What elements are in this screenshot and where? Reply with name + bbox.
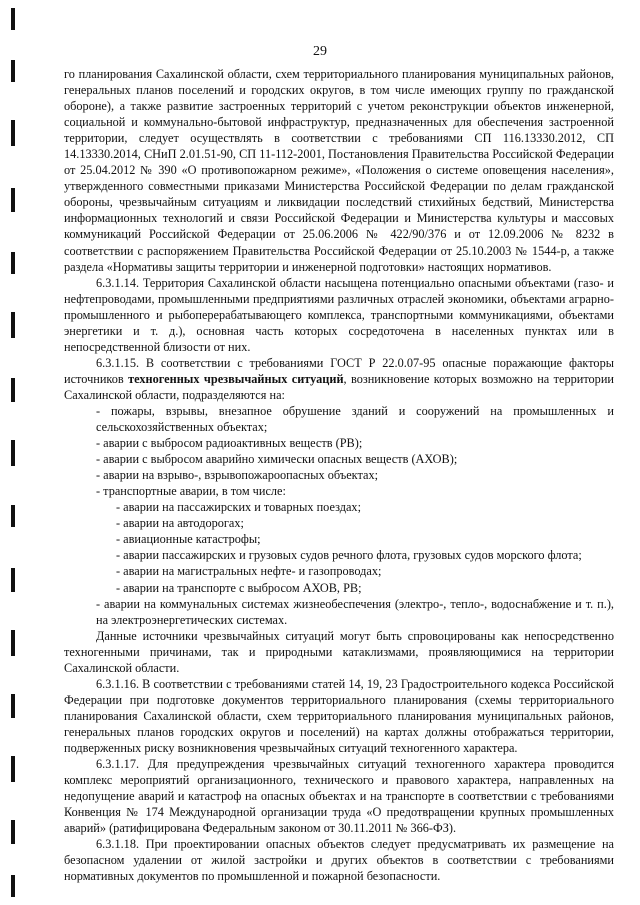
sub-list-item: - аварии пассажирских и грузовых судов речного флота, грузовых судов морского флота; [116,548,582,563]
binding-mark [11,875,15,897]
binding-mark [11,820,15,844]
binding-mark [11,694,15,718]
list-item: - аварии на взрыво-, взрывопожароопасных объектах; [96,468,379,483]
paragraph-6-3-1-18: 6.3.1.18. При проектировании опасных объектов следует предусматривать их размещение на безопасном удалении от жилой застройки и других объектов в соответствии с требованиями нормативных документов по промышленной и пожарной безопасности. [64,837,614,884]
paragraph-6-3-1-16: 6.3.1.16. В соответствии с требованиями статей 14, 19, 23 Градостроительного кодекса Российской Федерации при подготовке документов территориального планирования (схемы территориального планирования Сахалинской области, схем территориального планирования муниципальных районов, генеральных планов городских округов и поселений) на картах должны отображаться территории, подверженных риску возникновения чрезвычайных ситуаций техногенного характера. [64,676,614,755]
list-item: - аварии с выбросом аварийно химически опасных веществ (АХОВ); [96,452,458,467]
sub-list-item: - авиационные катастрофы; [116,532,261,547]
list-item: - аварии на коммунальных системах жизнеобеспечения (электро-, тепло-, водоснабжение и т. п.), на электроэнергетических системах. [96,596,614,627]
list-item: - аварии с выбросом радиоактивных веществ (РВ); [96,436,363,451]
binding-mark [11,120,15,146]
binding-mark [11,440,15,466]
paragraph: Данные источники чрезвычайных ситуаций могут быть спровоцированы как непосредственно техногенными причинами, так и природными катаклизмами, проявляющимися на территории Сахалинской области. [64,628,614,675]
paragraph-6-3-1-14: 6.3.1.14. Территория Сахалинской области насыщена потенциально опасными объектами (газо- и нефтепроводами, промышленными предприятиями различных отраслей экономики, объектами аграрно-промышленного и рыбоперерабатывающего комплекса, транспортными коммуникациями, объектами энергетики и т. д.), основная часть которых сосредоточена в населенных пунктах или в непосредственной близости от них. [64,275,614,354]
binding-mark [11,756,15,782]
paragraph-6-3-1-15 [64,355,614,403]
binding-mark [11,568,15,592]
paragraph-6-3-1-17: 6.3.1.17. Для предупреждения чрезвычайных ситуаций техногенного характера проводится комплекс мероприятий организационного, технического и правового характера, направленных на недопущение аварий и катастроф на опасных объектах и на транспорте в соответствии с требованиями Конвенция № 174 Международной организации труда «О предотвращении крупных промышленных аварий» (ратифицирована Федеральным законом от 30.11.2011 № 366-ФЗ). [64,757,614,836]
page-number: 29 [313,44,327,59]
bold-term: техногенных чрезвычайных ситуаций [128,371,344,386]
binding-mark [11,188,15,212]
sub-list-item: - аварии на пассажирских и товарных поездах; [116,500,361,515]
list-item: - пожары, взрывы, внезапное обрушение зданий и сооружений на промышленных и сельскохозяйственных объектах; [96,403,614,435]
binding-mark [11,505,15,527]
sub-list-item: - аварии на магистральных нефте- и газопроводах; [116,564,382,579]
binding-mark [11,252,15,274]
binding-mark [11,378,15,402]
paragraph-text: 6.3.1.15. В соответствии с требованиями ГОСТ Р 22.0.07-95 опасные поражающие факторы источников [64,355,614,386]
binding-mark [11,312,15,338]
document-body [64,66,614,884]
binding-mark [11,630,15,656]
paragraph-text: , возникновение которых возможно на территории Сахалинской области, подразделяются на: [64,371,614,402]
binding-mark [11,8,15,30]
sub-list-item: - аварии на транспорте с выбросом АХОВ, РВ; [116,580,362,595]
paragraph: го планирования Сахалинской области, схем территориального планирования муниципальных районов, генеральных планов поселений и городских округов, в том числе имеющих группу по гражданской обороне), а также развитие застроенных территорий с учетом реконструкции объектов инженерной, социальной и коммунально-бытовой инфраструктур, предназначенных для обеспечения застроенной территории, следует осуществлять в соответствии с требованиями СП 116.13330.2012, СП 14.13330.2014, СНиП 2.01.51-90, СП 11-112-2001, Постановления Правительства Российской Федерации от 25.04.2012 № 390 «О противопожарном режиме», «Положения о системе оповещения населения», утвержденного совместными приказами Министерства Российской Федерации по делам гражданской обороны, чрезвычайным ситуациям и ликвидации последствий стихийных бедствий, Министерства информационных технологий и связи Российской Федерации и Министерства культуры и массовых коммуникаций Российской Федерации от 25.06.2006 № 422/90/376 и от 12.09.2006 № 8232 в соответствии с распоряжением Правительства Российской Федерации от 25.10.2003 № 1544-р, а также раздела «Нормативы защиты территории и инженерной подготовки» настоящих нормативов. [64,67,614,274]
list-item: - транспортные аварии, в том числе: [96,484,286,499]
binding-mark [11,60,15,82]
sub-list-item: - аварии на автодорогах; [116,516,244,531]
